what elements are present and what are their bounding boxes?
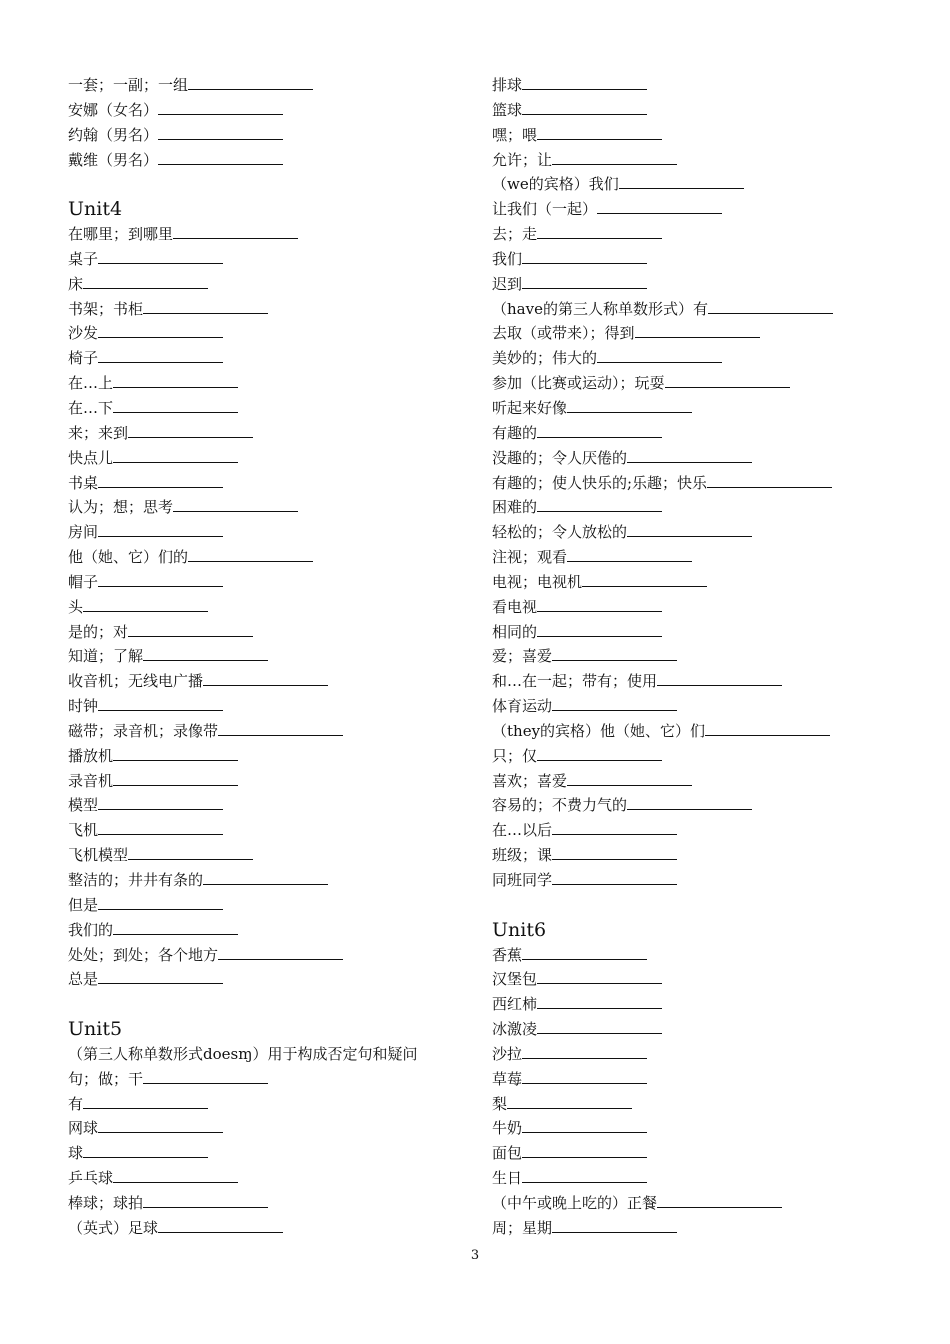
vocab-prompt: 磁带；录音机；录像带 [68, 721, 219, 740]
vocab-item [68, 520, 468, 545]
vocab-prompt: 允许；让 [492, 150, 553, 169]
vocab-item [492, 943, 892, 968]
vocab-item [492, 272, 892, 297]
vocab-prompt: 看电视 [492, 597, 538, 616]
vocab-item [68, 793, 468, 818]
answer-blank[interactable] [635, 323, 760, 338]
vocab-prompt: 沙拉 [492, 1044, 523, 1063]
vocab-prompt: 在…上 [68, 374, 114, 393]
vocab-prompt: 只；仅 [492, 746, 538, 765]
answer-blank[interactable] [128, 622, 253, 637]
answer-blank[interactable] [203, 870, 328, 885]
vocab-item [68, 222, 468, 247]
answer-blank[interactable] [552, 150, 677, 165]
vocab-prompt: 容易的；不费力气的 [492, 796, 628, 815]
vocab-item [492, 719, 892, 744]
vocab-item [492, 1116, 892, 1141]
answer-blank[interactable] [83, 1094, 208, 1109]
answer-blank[interactable] [98, 323, 223, 338]
vocab-prompt: 床 [68, 274, 84, 293]
answer-blank[interactable] [567, 547, 692, 562]
vocab-item [492, 98, 892, 123]
vocab-item [68, 868, 468, 893]
vocab-prompt: 嘿；喂 [492, 125, 538, 144]
answer-blank[interactable] [83, 597, 208, 612]
answer-blank[interactable] [128, 845, 253, 860]
answer-blank[interactable] [173, 497, 298, 512]
vocab-prompt: 爱；喜爱 [492, 647, 553, 666]
answer-blank[interactable] [83, 274, 208, 289]
answer-blank[interactable] [567, 771, 692, 786]
vocab-item [68, 570, 468, 595]
vocab-prompt: 有 [68, 1094, 84, 1113]
answer-blank[interactable] [98, 1118, 223, 1133]
vocab-item [492, 694, 892, 719]
answer-blank[interactable] [707, 473, 832, 488]
vocab-prompt: 困难的 [492, 498, 538, 517]
vocab-item [68, 1116, 468, 1141]
vocab-prompt: （第三人称单数形式does [68, 1044, 239, 1063]
vocab-item [492, 421, 892, 446]
answer-blank[interactable] [143, 646, 268, 661]
vocab-prompt: 房间 [68, 523, 99, 542]
left-column [68, 73, 468, 1241]
vocab-item [492, 1216, 892, 1241]
answer-blank[interactable] [552, 870, 677, 885]
answer-blank[interactable] [537, 746, 662, 761]
vocab-item [68, 123, 468, 148]
vocab-prompt: 播放机 [68, 746, 114, 765]
vocab-item [492, 321, 892, 346]
answer-blank[interactable] [158, 150, 283, 165]
vocab-item [492, 570, 892, 595]
vocab-item [68, 148, 468, 173]
vocab-prompt: 去取（或带来）；得到 [492, 324, 635, 343]
vocab-item [68, 247, 468, 272]
vocab-prompt: 汉堡包 [492, 970, 538, 989]
vocab-prompt: 在哪里；到哪里 [68, 225, 174, 244]
vocab-prompt: 帽子 [68, 572, 99, 591]
vocab-item [492, 247, 892, 272]
vocab-item [68, 1067, 468, 1092]
vocab-prompt: 安娜（女名） [68, 100, 159, 119]
answer-blank[interactable] [98, 522, 223, 537]
vocab-prompt: 录音机 [68, 771, 114, 790]
vocab-prompt: 桌子 [68, 249, 99, 268]
vocab-item [68, 346, 468, 371]
answer-blank[interactable] [627, 795, 752, 810]
vocab-prompt: 认为；想；思考 [68, 498, 174, 517]
vocab-prompt: 时钟 [68, 697, 99, 716]
unit4-heading: Unit4 [68, 198, 123, 221]
answer-blank[interactable] [218, 721, 343, 736]
vocab-item [492, 669, 892, 694]
answer-blank[interactable] [708, 299, 833, 314]
vocab-item [68, 371, 468, 396]
vocab-prompt: 处处；到处；各个地方 [68, 945, 219, 964]
answer-blank[interactable] [537, 1019, 662, 1034]
answer-blank[interactable] [537, 224, 662, 239]
vocab-item [68, 694, 468, 719]
vocab-item [492, 123, 892, 148]
answer-blank[interactable] [552, 646, 677, 661]
vocab-prompt: 收音机；无线电广播 [68, 672, 204, 691]
answer-blank[interactable] [522, 945, 647, 960]
vocab-item [492, 967, 892, 992]
vocab-prompt: 西红柿 [492, 995, 538, 1014]
vocab-item [68, 471, 468, 496]
answer-blank[interactable] [507, 1094, 632, 1109]
vocab-item [68, 1216, 468, 1241]
vocab-prompt: 约翰（男名） [68, 125, 159, 144]
vocab-prompt: 体育运动 [492, 697, 553, 716]
vocab-prompt: （英式）足球 [68, 1218, 159, 1237]
answer-blank[interactable] [203, 671, 328, 686]
vocab-prompt: 有趣的；使人快乐的;乐趣；快乐 [492, 473, 708, 492]
vocab-prompt: 参加（比赛或运动）；玩耍 [492, 374, 665, 393]
vocab-prompt: 在…下 [68, 398, 114, 417]
answer-blank[interactable] [537, 423, 662, 438]
vocab-item [492, 793, 892, 818]
vocab-item [68, 321, 468, 346]
vocab-item [492, 769, 892, 794]
vocab-prompt: 飞机模型 [68, 846, 129, 865]
answer-blank[interactable] [113, 373, 238, 388]
answer-blank[interactable] [143, 299, 268, 314]
vocab-prompt: 排球 [492, 76, 523, 94]
vocab-item [492, 818, 892, 843]
answer-blank[interactable] [537, 994, 662, 1009]
vocab-item [68, 1141, 468, 1166]
vocab-prompt: 在…以后 [492, 821, 553, 840]
answer-blank[interactable] [627, 522, 752, 537]
vocab-item [492, 396, 892, 421]
answer-blank[interactable] [552, 820, 677, 835]
vocab-item [492, 1092, 892, 1117]
vocab-item [492, 371, 892, 396]
spacer [492, 893, 892, 918]
answer-blank[interactable] [552, 845, 677, 860]
vocab-item [68, 1191, 468, 1216]
answer-blank[interactable] [522, 1044, 647, 1059]
unit5-heading: Unit5 [68, 1018, 123, 1041]
vocab-item [492, 197, 892, 222]
vocab-prompt: 是的；对 [68, 622, 129, 641]
right-column [492, 73, 892, 1241]
answer-blank[interactable] [98, 820, 223, 835]
answer-blank[interactable] [83, 1143, 208, 1158]
answer-blank[interactable] [98, 572, 223, 587]
vocab-prompt: 梨 [492, 1094, 508, 1113]
vocab-prompt: 书架；书柜 [68, 299, 144, 318]
answer-blank[interactable] [619, 174, 744, 189]
answer-blank[interactable] [113, 920, 238, 935]
vocab-prompt: 沙发 [68, 324, 99, 343]
vocab-prompt: 香蕉 [492, 945, 523, 964]
vocab-item [492, 172, 892, 197]
vocab-prompt: 快点儿 [68, 448, 114, 467]
vocab-item [492, 222, 892, 247]
answer-blank[interactable] [98, 348, 223, 363]
answer-blank[interactable] [582, 572, 707, 587]
answer-blank[interactable] [537, 622, 662, 637]
vocab-item [68, 669, 468, 694]
vocab-item [492, 843, 892, 868]
vocab-prompt: 听起来好像 [492, 398, 568, 417]
vocab-item [68, 918, 468, 943]
vocab-prompt: 模型 [68, 796, 99, 815]
vocab-item [68, 967, 468, 992]
answer-blank[interactable] [567, 398, 692, 413]
vocab-prompt: 整洁的；井井有条的 [68, 871, 204, 889]
vocab-item [492, 595, 892, 620]
vocab-prompt: 他（她、它）们的 [68, 548, 189, 567]
vocab-item [68, 595, 468, 620]
vocab-prompt: 迟到 [492, 274, 523, 293]
vocab-prompt: ɱ [238, 1044, 253, 1063]
vocab-item [68, 769, 468, 794]
vocab-prompt: 周；星期 [492, 1218, 553, 1237]
answer-blank[interactable] [522, 75, 647, 90]
vocab-item [492, 644, 892, 669]
vocab-prompt: 网球 [68, 1119, 99, 1138]
spacer [68, 172, 468, 197]
vocab-item [492, 446, 892, 471]
answer-blank[interactable] [143, 1069, 268, 1084]
vocab-prompt: 椅子 [68, 349, 99, 368]
answer-blank[interactable] [552, 696, 677, 711]
vocab-prompt: （have的第三人称单数形式）有 [492, 299, 708, 318]
vocab-prompt: 没趣的；令人厌倦的 [492, 448, 628, 467]
answer-blank[interactable] [597, 199, 722, 214]
vocab-item [68, 943, 468, 968]
vocab-item [492, 545, 892, 570]
answer-blank[interactable] [665, 373, 790, 388]
vocab-item [68, 719, 468, 744]
answer-blank[interactable] [113, 1168, 238, 1183]
answer-blank[interactable] [113, 771, 238, 786]
vocab-item [68, 495, 468, 520]
vocab-item [68, 421, 468, 446]
vocab-item [492, 73, 892, 98]
page-number: 3 [470, 1248, 480, 1263]
vocab-item [492, 520, 892, 545]
vocab-prompt: 生日 [492, 1169, 523, 1188]
vocab-prompt: ）用于构成否定句和疑问 [252, 1044, 418, 1063]
vocab-prompt: 篮球 [492, 100, 523, 119]
vocab-prompt: 来；来到 [68, 423, 129, 442]
vocab-prompt: 牛奶 [492, 1119, 523, 1138]
vocab-prompt: 总是 [68, 970, 99, 989]
vocab-prompt: 美妙的；伟大的 [492, 349, 598, 368]
answer-blank[interactable] [113, 746, 238, 761]
answer-blank[interactable] [522, 274, 647, 289]
answer-blank[interactable] [705, 721, 830, 736]
vocab-prompt: 乒乓球 [68, 1169, 114, 1188]
vocab-prompt: 让我们（一起） [492, 200, 598, 219]
unit6-heading: Unit6 [492, 918, 547, 941]
vocab-item [492, 346, 892, 371]
vocab-prompt: 喜欢；喜爱 [492, 771, 568, 790]
answer-blank[interactable] [657, 671, 782, 686]
vocab-prompt: （中午或晚上吃的）正餐 [492, 1193, 658, 1212]
answer-blank[interactable] [552, 1218, 677, 1233]
vocab-item-intro [68, 1042, 468, 1067]
answer-blank[interactable] [98, 696, 223, 711]
vocab-item [492, 495, 892, 520]
vocab-prompt: 但是 [68, 895, 99, 914]
answer-blank[interactable] [98, 795, 223, 810]
vocab-prompt: 书桌 [68, 473, 99, 492]
answer-blank[interactable] [98, 895, 223, 910]
answer-blank[interactable] [657, 1193, 782, 1208]
vocab-prompt: 电视；电视机 [492, 572, 583, 591]
vocab-item [492, 868, 892, 893]
vocab-prompt: 同班同学 [492, 871, 553, 889]
vocab-item [492, 471, 892, 496]
answer-blank[interactable] [218, 945, 343, 960]
answer-blank[interactable] [128, 423, 253, 438]
answer-blank[interactable] [522, 1069, 647, 1084]
vocab-item [492, 148, 892, 173]
answer-blank[interactable] [522, 1143, 647, 1158]
answer-blank[interactable] [158, 1218, 283, 1233]
vocab-prompt: 去；走 [492, 225, 538, 244]
vocab-prompt: 我们的 [68, 920, 114, 939]
vocab-prompt: 面包 [492, 1144, 523, 1163]
vocab-item [68, 297, 468, 322]
vocab-item [68, 1092, 468, 1117]
vocab-prompt: （they的宾格）他（她、它）们 [492, 721, 706, 740]
answer-blank[interactable] [522, 249, 647, 264]
vocab-item [492, 1017, 892, 1042]
answer-blank[interactable] [522, 1168, 647, 1183]
vocab-prompt: 一套；一副；一组 [68, 76, 189, 94]
answer-blank[interactable] [98, 249, 223, 264]
vocab-prompt: 注视；观看 [492, 548, 568, 567]
answer-blank[interactable] [597, 348, 722, 363]
vocab-prompt: 相同的 [492, 622, 538, 641]
vocab-item [68, 744, 468, 769]
vocab-item [492, 992, 892, 1017]
answer-blank[interactable] [537, 597, 662, 612]
vocab-prompt: 和…在一起；带有；使用 [492, 672, 658, 691]
vocab-item [68, 98, 468, 123]
vocab-item [68, 620, 468, 645]
vocab-item [68, 73, 468, 98]
vocab-prompt: 头 [68, 597, 84, 616]
vocab-prompt: 冰激凌 [492, 1020, 538, 1039]
vocab-prompt: 轻松的；令人放松的 [492, 523, 628, 542]
answer-blank[interactable] [158, 100, 283, 115]
answer-blank[interactable] [188, 547, 313, 562]
vocab-item [492, 1067, 892, 1092]
vocab-prompt: 草莓 [492, 1069, 523, 1088]
vocab-item [492, 1042, 892, 1067]
vocab-item [68, 545, 468, 570]
answer-blank[interactable] [158, 125, 283, 140]
vocab-item [68, 272, 468, 297]
vocab-item [68, 843, 468, 868]
vocab-item [492, 1141, 892, 1166]
vocab-prompt: 句；做；干 [68, 1069, 144, 1088]
answer-blank[interactable] [537, 125, 662, 140]
answer-blank[interactable] [627, 448, 752, 463]
answer-blank[interactable] [537, 497, 662, 512]
vocab-prompt: 班级；课 [492, 846, 553, 865]
vocab-prompt: 球 [68, 1144, 84, 1163]
vocab-prompt: 飞机 [68, 821, 99, 840]
vocab-prompt: 戴维（男名） [68, 150, 159, 169]
vocab-item [492, 620, 892, 645]
answer-blank[interactable] [173, 224, 298, 239]
vocab-item [68, 446, 468, 471]
vocab-item [492, 1191, 892, 1216]
vocab-item [492, 1166, 892, 1191]
vocab-prompt: （we的宾格）我们 [492, 175, 619, 194]
vocab-prompt: 我们 [492, 249, 523, 268]
vocab-item [68, 396, 468, 421]
answer-blank[interactable] [188, 75, 313, 90]
answer-blank[interactable] [113, 398, 238, 413]
answer-blank[interactable] [537, 969, 662, 984]
spacer [68, 992, 468, 1017]
vocab-item [68, 644, 468, 669]
answer-blank[interactable] [98, 969, 223, 984]
answer-blank[interactable] [113, 448, 238, 463]
answer-blank[interactable] [143, 1193, 268, 1208]
vocab-item [492, 297, 892, 322]
answer-blank[interactable] [98, 473, 223, 488]
vocab-prompt: 有趣的 [492, 423, 538, 442]
vocab-item [68, 1166, 468, 1191]
vocab-prompt: 知道；了解 [68, 647, 144, 666]
answer-blank[interactable] [522, 100, 647, 115]
answer-blank[interactable] [522, 1118, 647, 1133]
vocab-item [68, 818, 468, 843]
vocab-item [68, 893, 468, 918]
vocab-prompt: 棒球；球拍 [68, 1193, 144, 1212]
vocab-item [492, 744, 892, 769]
